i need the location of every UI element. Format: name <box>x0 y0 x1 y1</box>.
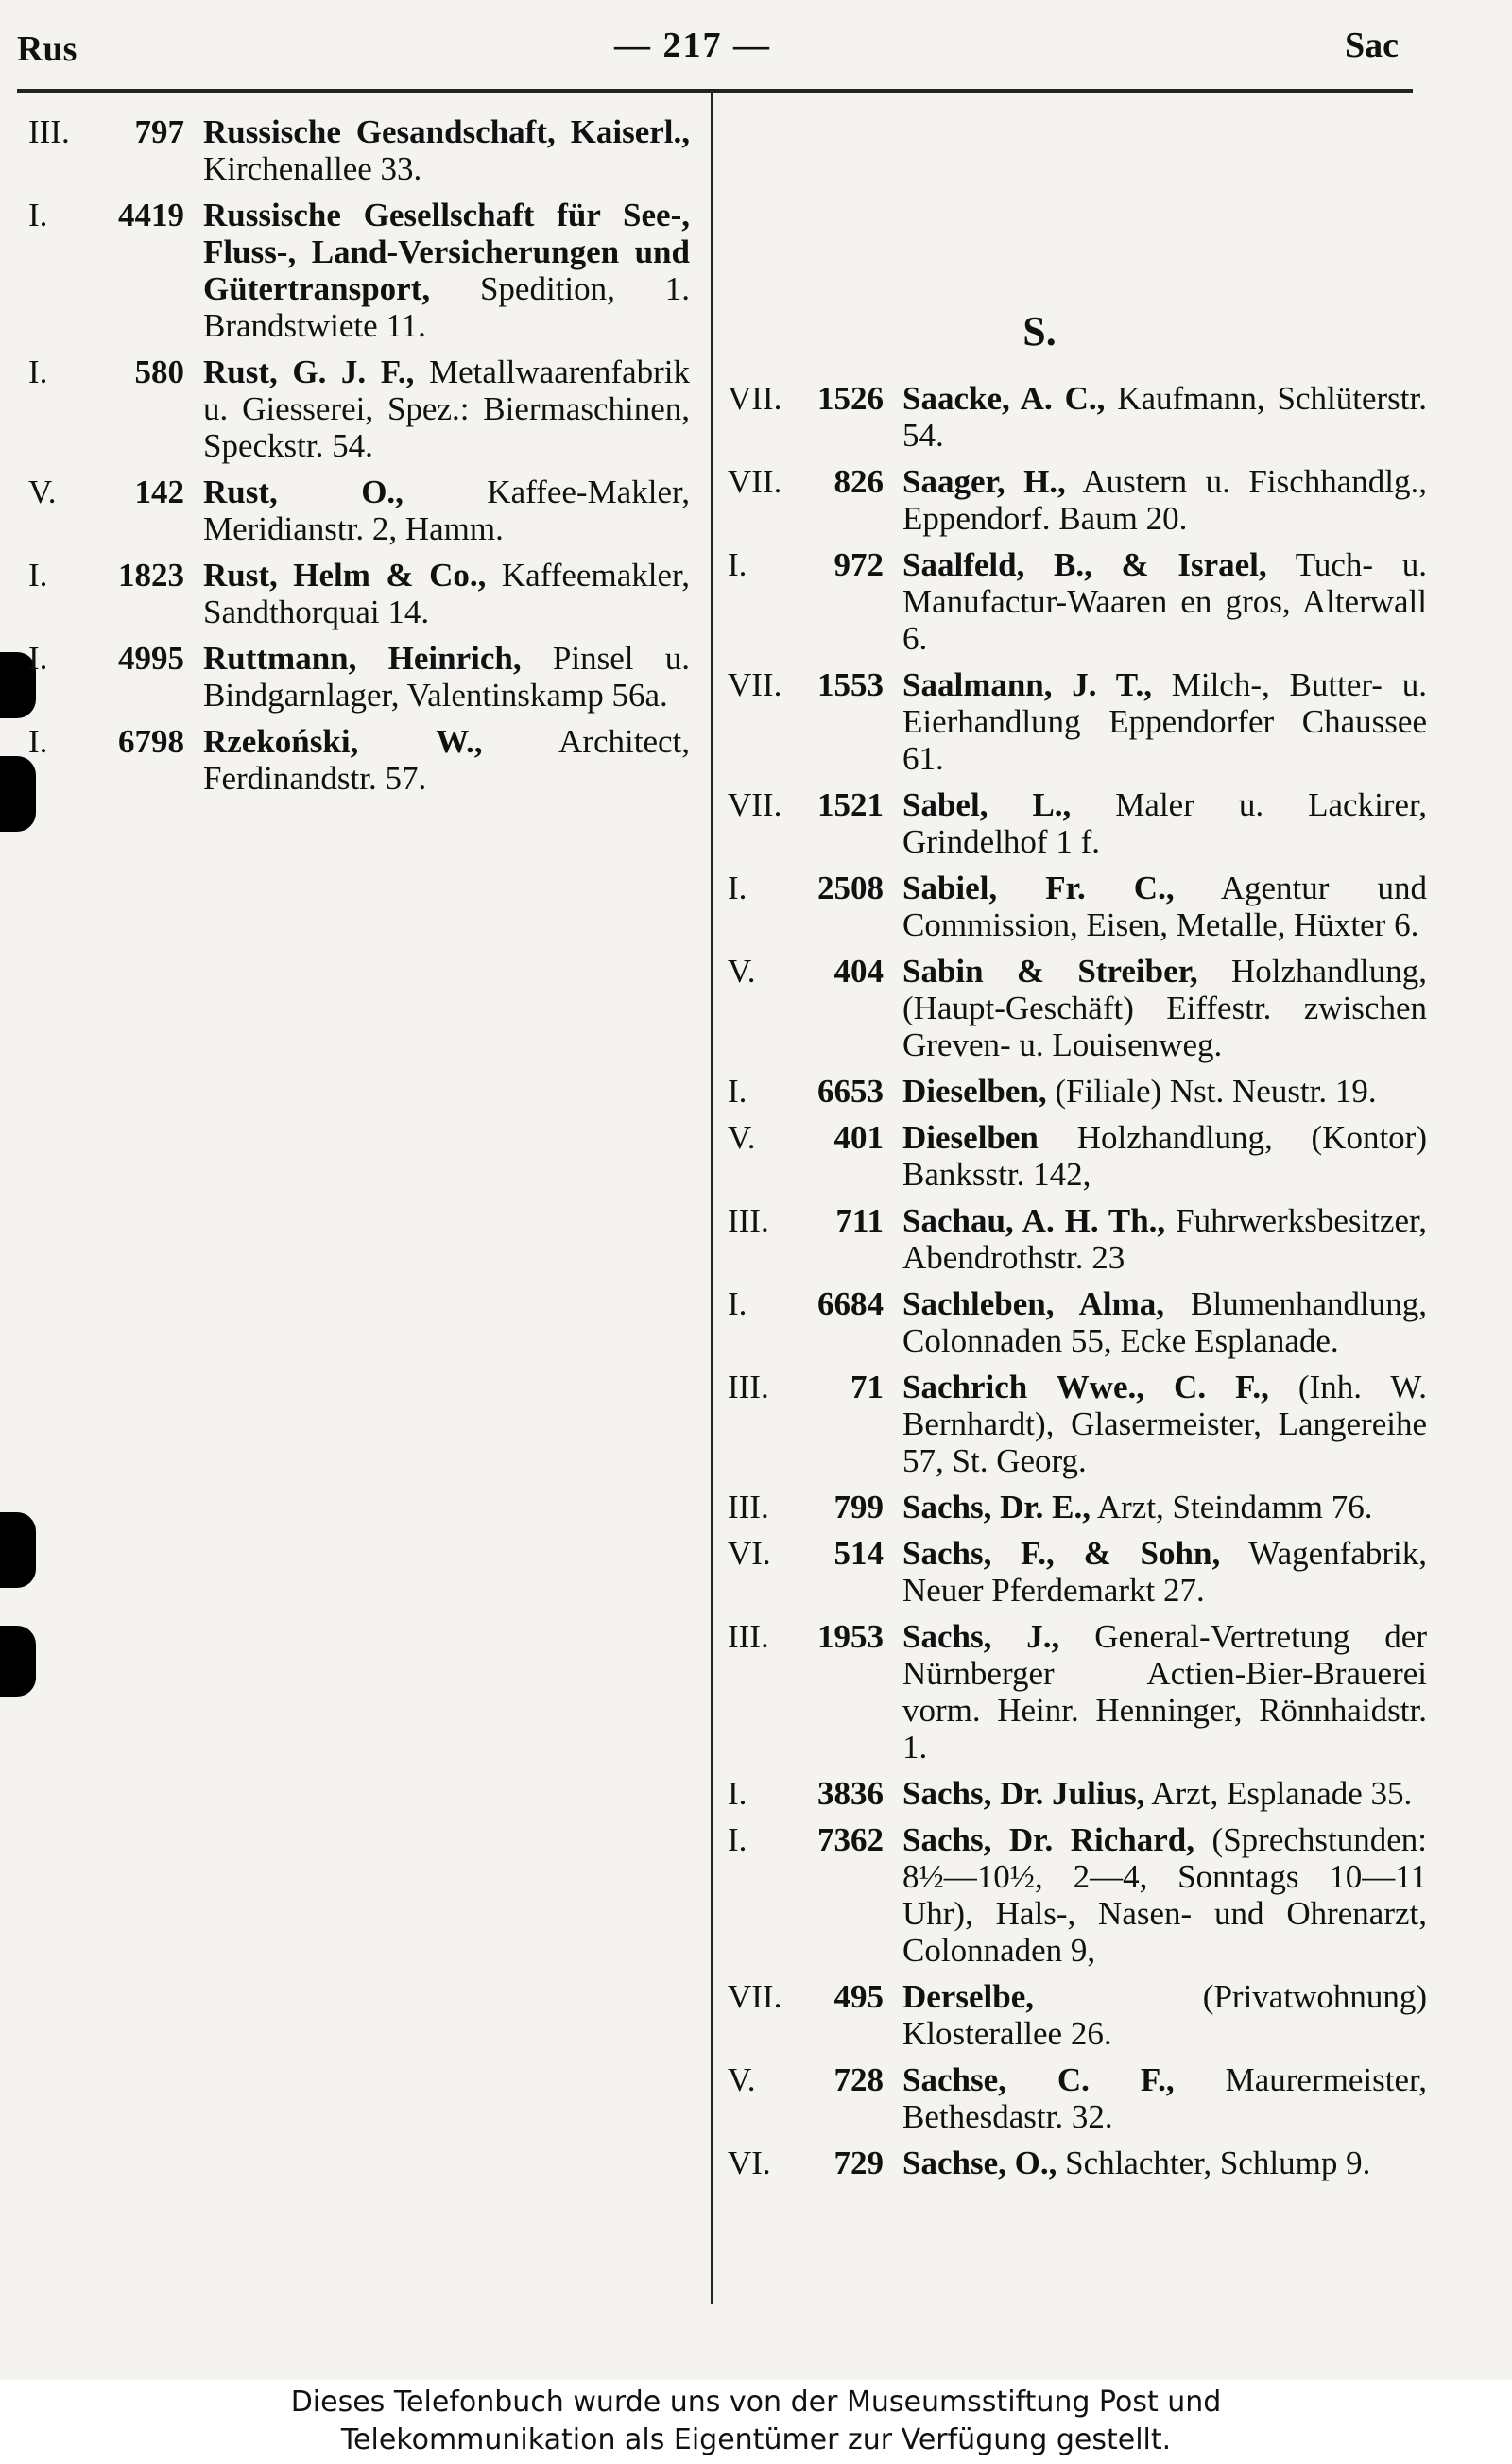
entry-name: Rust, Helm & Co., <box>203 557 487 594</box>
right-column <box>728 113 1427 2191</box>
entry-phone-number: 6653 <box>817 1073 884 1110</box>
entry-phone-number: 514 <box>833 1535 884 1572</box>
directory-entry <box>28 197 690 344</box>
directory-entry <box>728 1489 1427 1525</box>
entry-district: VII. <box>728 463 782 500</box>
entry-details: Kaufmann, Schlüterstr. 54. <box>902 380 1427 454</box>
entry-phone-number: 4419 <box>118 197 184 233</box>
entry-phone-number: 729 <box>833 2145 884 2181</box>
entry-text <box>902 666 1427 777</box>
entry-text <box>902 380 1427 454</box>
footer-line-1: Dieses Telefonbuch wurde uns von der Museumsstiftung Post und <box>290 2386 1222 2419</box>
entry-district: I. <box>728 870 747 906</box>
directory-entry <box>728 1821 1427 1969</box>
entry-phone-number: 826 <box>833 463 884 500</box>
entry-name: Sachleben, Alma, <box>902 1285 1165 1322</box>
binding-mark <box>0 1626 36 1697</box>
entry-text <box>902 2145 1427 2181</box>
entry-text <box>203 197 690 344</box>
entry-name: Saager, H., <box>902 463 1066 500</box>
entry-district: VII. <box>728 380 782 417</box>
entry-name: Sachse, C. F., <box>902 2061 1175 2098</box>
entry-district: I. <box>28 557 48 594</box>
entry-district: I. <box>28 723 48 760</box>
header-right-keyword: Sac <box>1345 26 1399 65</box>
entry-name: Dieselben <box>902 1119 1039 1156</box>
column-divider <box>711 93 713 2304</box>
entry-name: Saalmann, J. T., <box>902 666 1152 703</box>
binding-mark <box>0 1512 36 1588</box>
entry-district: I. <box>728 546 747 583</box>
entry-details: (Filiale) Nst. Neustr. 19. <box>1046 1073 1377 1110</box>
entry-phone-number: 1823 <box>118 557 184 594</box>
entry-text <box>203 113 690 187</box>
entry-name: Rzekoński, W., <box>203 723 483 760</box>
entry-text <box>902 2061 1427 2135</box>
directory-entry <box>728 1535 1427 1609</box>
entry-details: Agentur und Commission, Eisen, Metalle, Hüxter 6. <box>902 870 1427 943</box>
entry-name: Sabin & Streiber, <box>902 953 1198 990</box>
directory-entry <box>728 1285 1427 1359</box>
directory-entry <box>28 557 690 630</box>
entry-details: Pinsel u. Bindgarnlager, Valentinskamp 56a. <box>203 640 690 714</box>
entry-name: Sachs, J., <box>902 1618 1060 1655</box>
entry-details: Kaffeemakler, Sandthorquai 14. <box>203 557 690 630</box>
entry-text <box>902 463 1427 537</box>
entry-name: Sachau, A. H. Th., <box>902 1202 1166 1239</box>
entry-phone-number: 728 <box>833 2061 884 2098</box>
entry-district: I. <box>728 1285 747 1322</box>
entry-name: Sachrich Wwe., C. F., <box>902 1369 1269 1405</box>
entry-text <box>902 1978 1427 2052</box>
directory-entry <box>28 113 690 187</box>
entry-name: Dieselben, <box>902 1073 1047 1110</box>
left-column <box>28 113 690 806</box>
entry-details: Spedition, 1. Brandstwiete 11. <box>203 270 690 344</box>
entry-phone-number: 711 <box>835 1202 884 1239</box>
directory-entry <box>728 870 1427 943</box>
entry-phone-number: 1553 <box>817 666 884 703</box>
entry-district: VII. <box>728 1978 782 2015</box>
directory-entry <box>728 1978 1427 2052</box>
entry-district: V. <box>728 2061 756 2098</box>
directory-entry <box>728 1119 1427 1193</box>
directory-entry <box>28 640 690 714</box>
entry-text <box>902 1202 1427 1276</box>
entry-details: (Sprechstunden: 8½—10½, 2—4, Sonntags 10—11 Uhr), Hals-, Nasen- und Ohrenarzt, Colonnaden 9, <box>902 1821 1428 1969</box>
entry-text <box>902 1535 1427 1609</box>
entry-name: Saacke, A. C., <box>902 380 1106 417</box>
entry-name: Sachse, O., <box>902 2145 1057 2181</box>
entry-name: Sachs, Dr. Richard, <box>902 1821 1195 1858</box>
footer-line-2: Telekommunikation als Eigentümer zur Verfügung gestellt. <box>340 2423 1172 2456</box>
directory-entry <box>728 1073 1427 1110</box>
entry-details: Tuch- u. Manufactur-Waaren en gros, Alterwall 6. <box>902 546 1427 657</box>
entry-text <box>203 640 690 714</box>
entry-phone-number: 1953 <box>817 1618 884 1655</box>
entry-text <box>902 546 1427 657</box>
entry-details: Holzhandlung, (Haupt-Geschäft) Eiffestr. zwischen Greven- u. Louisenweg. <box>902 953 1427 1063</box>
entry-district: I. <box>28 353 48 390</box>
entry-phone-number: 1521 <box>817 786 884 823</box>
directory-entry <box>728 1369 1427 1479</box>
entry-details: Maurermeister, Bethesdastr. 32. <box>902 2061 1427 2135</box>
entry-details: Arzt, Steindamm 76. <box>1091 1489 1373 1525</box>
entry-text <box>203 353 690 464</box>
entry-details: Arzt, Esplanade 35. <box>1144 1775 1413 1812</box>
entry-details: Architect, Ferdinandstr. 57. <box>203 723 690 797</box>
entry-phone-number: 4995 <box>118 640 184 677</box>
entry-details: Austern u. Fischhandlg., Eppendorf. Baum 20. <box>902 463 1428 537</box>
entry-name: Russische Gesandschaft, Kaiserl., <box>203 113 690 150</box>
directory-entry <box>728 380 1427 454</box>
directory-entry <box>728 546 1427 657</box>
entry-text <box>902 1119 1427 1193</box>
entry-name: Sabel, L., <box>902 786 1072 823</box>
entry-name: Sachs, F., & Sohn, <box>902 1535 1221 1572</box>
header-rule <box>17 89 1413 93</box>
entry-text <box>902 1073 1427 1110</box>
entry-text <box>902 1821 1427 1969</box>
entry-district: III. <box>728 1489 769 1525</box>
entry-details: Kaffee-Makler, Meridianstr. 2, Hamm. <box>203 474 690 547</box>
entry-name: Ruttmann, Heinrich, <box>203 640 522 677</box>
entry-text <box>902 786 1427 860</box>
entry-district: VI. <box>728 2145 771 2181</box>
entry-details: Wagenfabrik, Neuer Pferdemarkt 27. <box>902 1535 1427 1609</box>
entry-details: (Privatwohnung) Klosterallee 26. <box>902 1978 1427 2052</box>
directory-entry <box>28 723 690 797</box>
directory-entry <box>728 463 1427 537</box>
entry-text <box>902 953 1427 1063</box>
entry-phone-number: 401 <box>833 1119 884 1156</box>
page-header <box>0 21 1512 68</box>
entry-text <box>902 1369 1427 1479</box>
entry-name: Sachs, Dr. E., <box>902 1489 1091 1525</box>
entry-phone-number: 799 <box>833 1489 884 1525</box>
directory-entry <box>728 666 1427 777</box>
directory-entry <box>728 786 1427 860</box>
entry-name: Rust, O., <box>203 474 404 510</box>
entry-district: VII. <box>728 786 782 823</box>
entry-details: Metallwaarenfabrik u. Giesserei, Spez.: Biermaschinen, Speckstr. 54. <box>203 353 690 464</box>
entry-details: Maler u. Lackirer, Grindelhof 1 f. <box>902 786 1427 860</box>
entry-details: Kirchenallee 33. <box>203 150 422 187</box>
entry-phone-number: 6798 <box>118 723 184 760</box>
entry-phone-number: 495 <box>833 1978 884 2015</box>
header-left-keyword: Rus <box>17 29 77 69</box>
entry-district: I. <box>728 1073 747 1110</box>
entry-district: I. <box>728 1775 747 1812</box>
entry-text <box>902 1618 1427 1766</box>
page-number: — 217 — <box>614 26 771 65</box>
entry-phone-number: 797 <box>134 113 184 150</box>
entry-text <box>902 870 1427 943</box>
entry-details: Fuhrwerksbesitzer, Abendrothstr. 23 <box>902 1202 1427 1276</box>
entry-district: VII. <box>728 666 782 703</box>
entry-district: VI. <box>728 1535 771 1572</box>
directory-entry <box>28 353 690 464</box>
entry-district: III. <box>728 1202 769 1239</box>
entry-text <box>203 474 690 547</box>
entry-details: Milch-, Butter- u. Eierhandlung Eppendorfer Chaussee 61. <box>902 666 1427 777</box>
entry-district: III. <box>728 1369 769 1405</box>
entry-phone-number: 142 <box>134 474 184 510</box>
directory-entry <box>728 1775 1427 1812</box>
entry-phone-number: 972 <box>833 546 884 583</box>
entry-details: Schlachter, Schlump 9. <box>1057 2145 1371 2181</box>
entry-details: Holzhandlung, (Kontor) Banksstr. 142, <box>902 1119 1427 1193</box>
entry-phone-number: 404 <box>833 953 884 990</box>
entry-phone-number: 3836 <box>817 1775 884 1812</box>
entry-district: III. <box>28 113 70 150</box>
directory-entry <box>728 2145 1427 2181</box>
entry-district: V. <box>728 1119 756 1156</box>
entry-district: V. <box>728 953 756 990</box>
entry-name: Sabiel, Fr. C., <box>902 870 1175 906</box>
entry-details: (Inh. W. Bernhardt), Glasermeister, Langereihe 57, St. Georg. <box>902 1369 1427 1479</box>
entry-district: I. <box>28 197 48 233</box>
entry-district: I. <box>28 640 48 677</box>
directory-entry <box>728 1202 1427 1276</box>
entry-phone-number: 2508 <box>817 870 884 906</box>
entry-phone-number: 7362 <box>817 1821 884 1858</box>
entry-name: Russische Gesellschaft für See-, Fluss-, Land-Versicherungen und Gütertransport, <box>203 197 690 307</box>
directory-entry <box>728 1618 1427 1766</box>
entry-district: V. <box>28 474 57 510</box>
entry-details: Blumenhandlung, Colonnaden 55, Ecke Esplanade. <box>902 1285 1427 1359</box>
entry-district: III. <box>728 1618 769 1655</box>
entry-name: Rust, G. J. F., <box>203 353 415 390</box>
entry-phone-number: 6684 <box>817 1285 884 1322</box>
entry-name: Saalfeld, B., & Israel, <box>902 546 1267 583</box>
directory-entry <box>728 953 1427 1063</box>
entry-details: General-Vertretung der Nürnberger Actien-Bier-Brauerei vorm. Heinr. Henninger, Rönnhaidstr. 1. <box>902 1618 1427 1766</box>
entry-district: I. <box>728 1821 747 1858</box>
entry-text <box>902 1775 1427 1812</box>
entry-text <box>902 1285 1427 1359</box>
entry-phone-number: 580 <box>134 353 184 390</box>
section-letter: S. <box>1022 308 1057 354</box>
entry-phone-number: 1526 <box>817 380 884 417</box>
directory-entry <box>728 2061 1427 2135</box>
directory-entry <box>28 474 690 547</box>
footer-notice <box>0 2380 1512 2464</box>
entry-text <box>902 1489 1427 1525</box>
entry-phone-number: 71 <box>850 1369 884 1405</box>
entry-name: Sachs, Dr. Julius, <box>902 1775 1145 1812</box>
entry-name: Derselbe, <box>902 1978 1034 2015</box>
entry-text <box>203 723 690 797</box>
entry-text <box>203 557 690 630</box>
